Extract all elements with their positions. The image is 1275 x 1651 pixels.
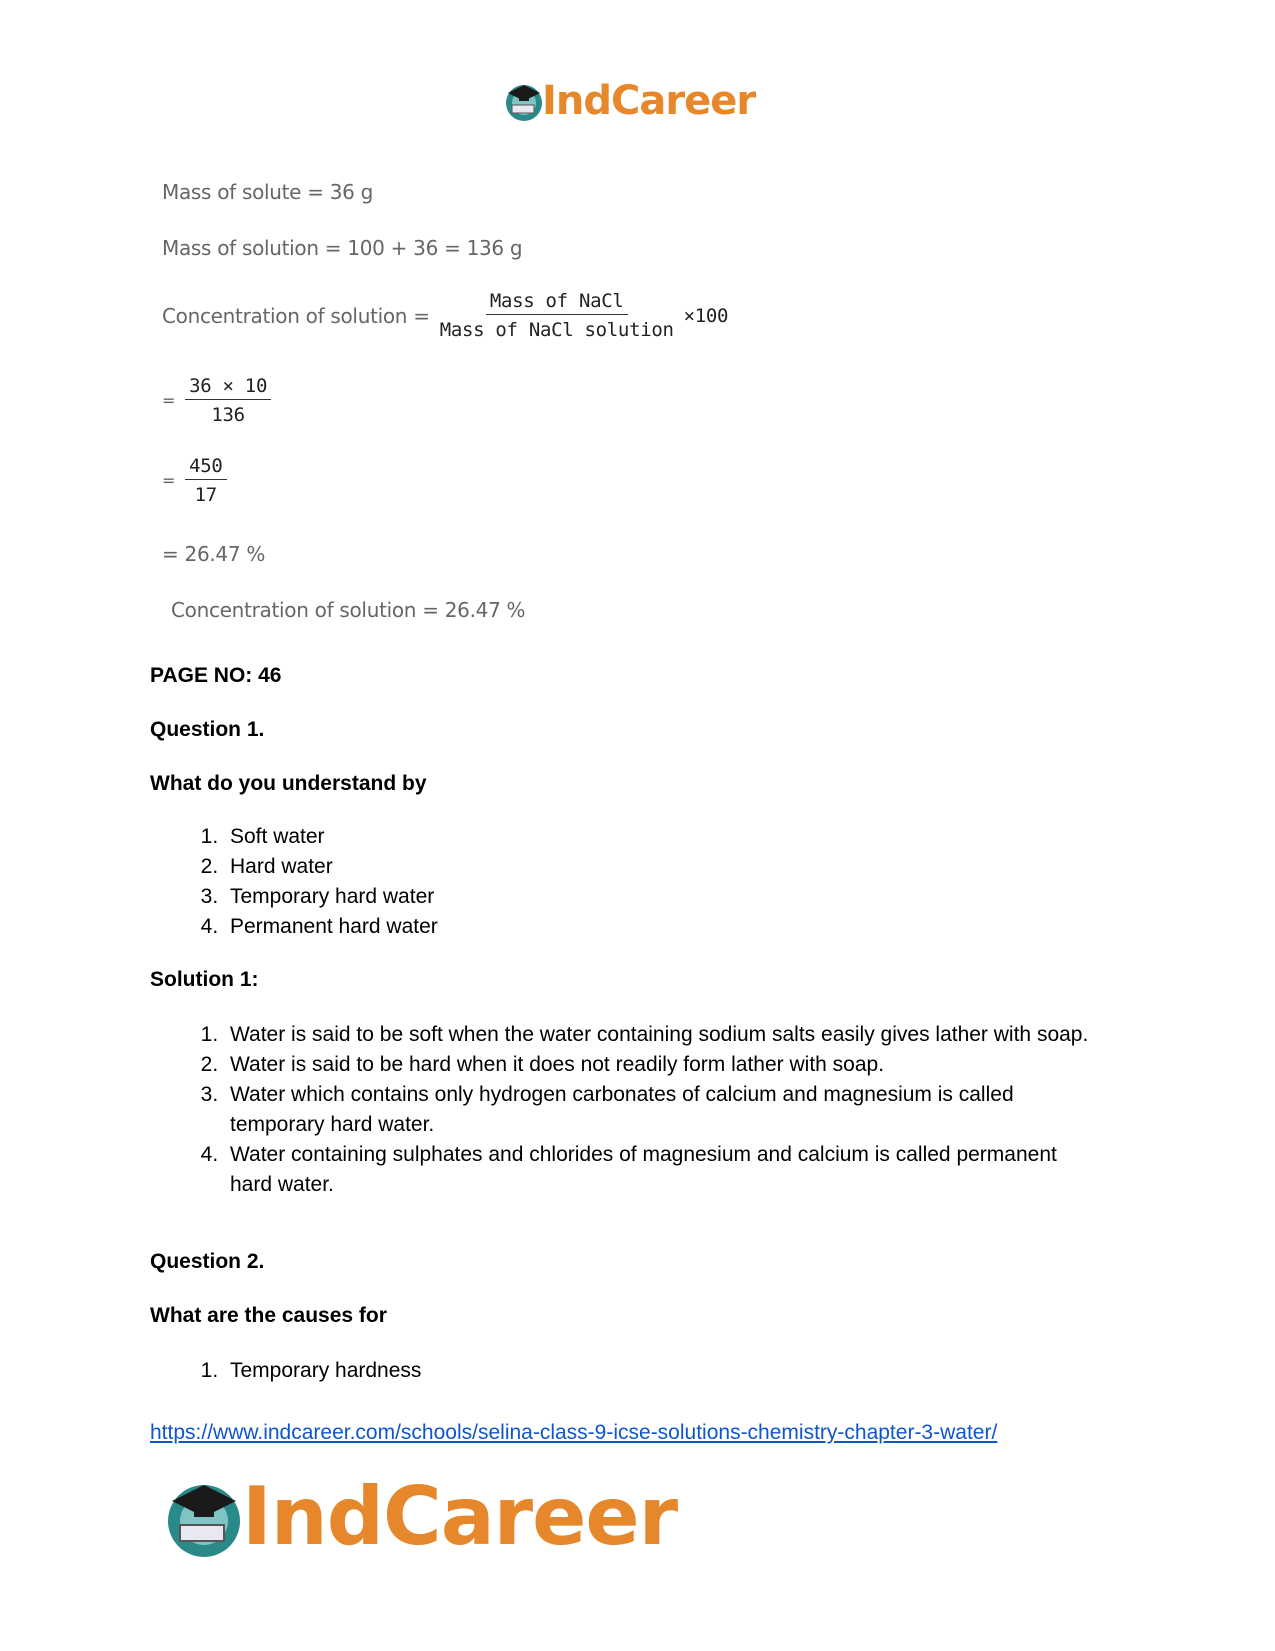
list-item: 3. Temporary hard water [224,882,1104,912]
question-1-title: Question 1. [150,718,265,741]
equals-sign: = [162,391,176,410]
list-item: 2. Water is said to be hard when it does not readily form lather with soap. [224,1050,1104,1080]
equals-sign: = [162,471,176,490]
fraction-denominator: 136 [211,404,245,426]
question-2-prompt: What are the causes for [150,1304,387,1327]
fraction-step-1 [185,375,271,426]
list-item: 3. Water which contains only hydrogen carbonates of calcium and magnesium is called temporary hard water. [224,1080,1104,1140]
header-logo [502,78,755,124]
fraction-numerator: 450 [185,455,226,480]
fraction-numerator: Mass of NaCl [486,290,628,315]
concentration-label: Concentration of solution = [162,303,430,328]
calc-step-1 [162,375,277,426]
question-2-title: Question 2. [150,1250,265,1273]
logo-text: IndCareer [242,1470,678,1563]
solution-1-title: Solution 1: [150,968,259,991]
question-1-list [150,822,1104,942]
concentration-formula [162,290,728,341]
calc-result: = 26.47 % [162,542,266,566]
calc-step-2 [162,455,233,506]
list-item: 2. Hard water [224,852,1104,882]
mass-solution-line: Mass of solution = 100 + 36 = 136 g [162,236,523,260]
list-item: 1. Water is said to be soft when the water containing sodium salts easily gives lather with soap. [224,1020,1104,1050]
page-number: PAGE NO: 46 [150,664,282,687]
graduation-cap-globe-icon [160,1473,248,1561]
graduation-cap-globe-icon [502,79,546,123]
fraction-step-2 [185,455,226,506]
question-2-list [150,1356,1104,1386]
fraction-denominator: Mass of NaCl solution [439,319,674,341]
list-item: 4. Permanent hard water [224,912,1104,942]
list-item: 1. Temporary hardness [224,1356,1104,1386]
mass-solute-line: Mass of solute = 36 g [162,180,374,204]
fraction-numerator: 36 × 10 [185,375,271,400]
fraction-denominator: 17 [194,484,217,506]
footer-logo [160,1470,677,1563]
logo-text: IndCareer [542,78,756,124]
calc-final: Concentration of solution = 26.47 % [171,598,526,622]
solution-1-list [150,1020,1104,1200]
list-item: 1. Soft water [224,822,1104,852]
footer-url-link[interactable]: https://www.indcareer.com/schools/selina-class-9-icse-solutions-chemistry-chapter-3-water/ [150,1421,998,1444]
multiplier: ×100 [683,304,729,327]
fraction-mass-ratio [436,290,678,341]
question-1-prompt: What do you understand by [150,772,427,795]
list-item: 4. Water containing sulphates and chlorides of magnesium and calcium is called permanent hard water. [224,1140,1104,1200]
